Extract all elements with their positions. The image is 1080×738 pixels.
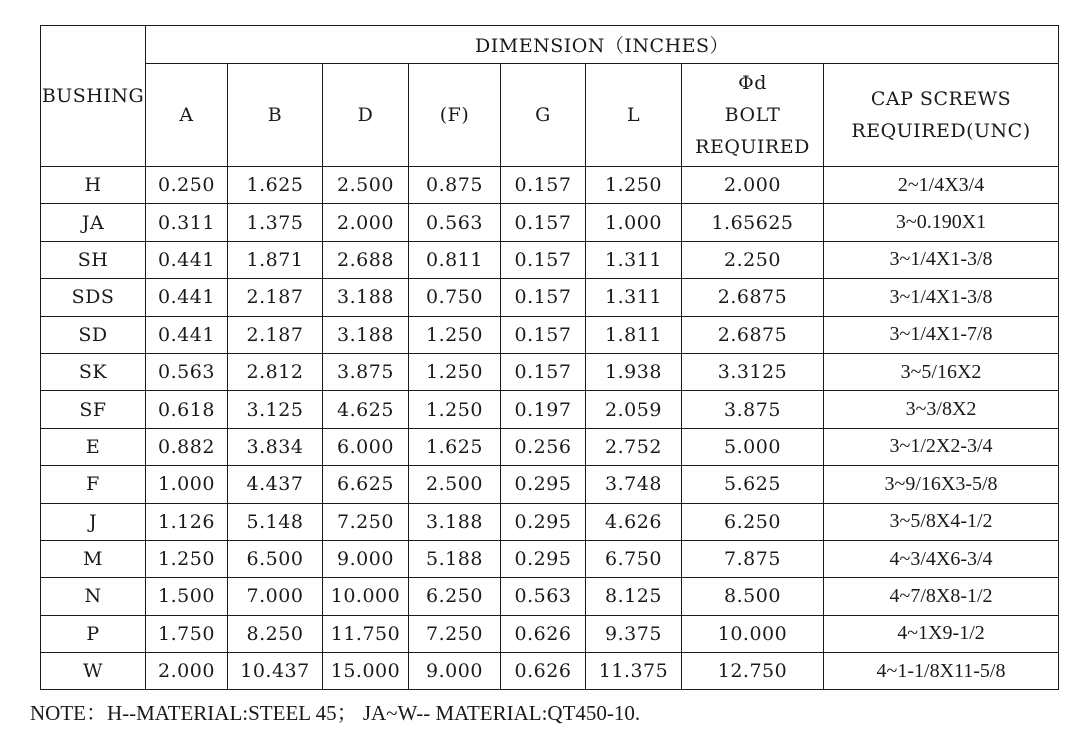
cell-a: 1.126 xyxy=(146,503,228,540)
cell-g: 0.626 xyxy=(501,653,586,690)
cell-a: 2.000 xyxy=(146,653,228,690)
cell-bushing: E xyxy=(41,428,146,465)
table-row xyxy=(41,466,1059,503)
cell-cap: 3~5/8X4-1/2 xyxy=(824,503,1059,540)
cell-g: 0.295 xyxy=(501,466,586,503)
cell-d: 2.000 xyxy=(323,204,409,241)
header-cap-line-2: REQUIRED(UNC) xyxy=(851,120,1031,142)
cell-cap: 3~0.190X1 xyxy=(824,204,1059,241)
header-bolt-line-3: REQUIRED xyxy=(695,136,810,158)
cell-d: 6.625 xyxy=(323,466,409,503)
cell-f: 0.563 xyxy=(409,204,501,241)
cell-a: 0.441 xyxy=(146,241,228,278)
cell-g: 0.157 xyxy=(501,316,586,353)
cell-b: 4.437 xyxy=(228,466,323,503)
cell-a: 0.882 xyxy=(146,428,228,465)
cell-g: 0.157 xyxy=(501,279,586,316)
cell-d: 3.188 xyxy=(323,316,409,353)
cell-g: 0.295 xyxy=(501,540,586,577)
cell-bolt: 3.875 xyxy=(682,391,824,428)
cell-bolt: 2.6875 xyxy=(682,316,824,353)
cell-bushing: SF xyxy=(41,391,146,428)
cell-bolt: 6.250 xyxy=(682,503,824,540)
cell-f: 1.250 xyxy=(409,316,501,353)
cell-g: 0.197 xyxy=(501,391,586,428)
cell-g: 0.256 xyxy=(501,428,586,465)
table-row xyxy=(41,578,1059,615)
cell-cap: 3~1/4X1-3/8 xyxy=(824,279,1059,316)
cell-l: 2.059 xyxy=(586,391,682,428)
cell-bolt: 5.000 xyxy=(682,428,824,465)
cell-l: 6.750 xyxy=(586,540,682,577)
cell-b: 2.187 xyxy=(228,316,323,353)
header-l: L xyxy=(586,64,682,167)
cell-bushing: SD xyxy=(41,316,146,353)
cell-l: 3.748 xyxy=(586,466,682,503)
cell-g: 0.157 xyxy=(501,204,586,241)
cell-a: 1.250 xyxy=(146,540,228,577)
cell-f: 7.250 xyxy=(409,615,501,652)
cell-f: 6.250 xyxy=(409,578,501,615)
cell-d: 2.688 xyxy=(323,241,409,278)
cell-d: 3.188 xyxy=(323,279,409,316)
header-bolt-line-1: Φd xyxy=(738,72,767,94)
cell-d: 9.000 xyxy=(323,540,409,577)
cell-a: 0.441 xyxy=(146,279,228,316)
cell-cap: 3~5/16X2 xyxy=(824,353,1059,390)
header-a: A xyxy=(146,64,228,167)
cell-g: 0.157 xyxy=(501,241,586,278)
cell-a: 0.441 xyxy=(146,316,228,353)
table-row xyxy=(41,503,1059,540)
cell-b: 1.871 xyxy=(228,241,323,278)
table-row xyxy=(41,428,1059,465)
cell-bolt: 12.750 xyxy=(682,653,824,690)
cell-g: 0.563 xyxy=(501,578,586,615)
cell-f: 0.875 xyxy=(409,167,501,204)
cell-cap: 3~3/8X2 xyxy=(824,391,1059,428)
table-row xyxy=(41,540,1059,577)
cell-d: 6.000 xyxy=(323,428,409,465)
cell-b: 3.834 xyxy=(228,428,323,465)
table-row xyxy=(41,391,1059,428)
cell-b: 7.000 xyxy=(228,578,323,615)
header-d: D xyxy=(323,64,409,167)
header-bolt-line-2: BOLT xyxy=(724,104,781,126)
cell-g: 0.626 xyxy=(501,615,586,652)
header-b: B xyxy=(228,64,323,167)
table-row xyxy=(41,353,1059,390)
cell-bolt: 2.250 xyxy=(682,241,824,278)
cell-b: 8.250 xyxy=(228,615,323,652)
cell-bolt: 10.000 xyxy=(682,615,824,652)
cell-bushing: SK xyxy=(41,353,146,390)
cell-d: 10.000 xyxy=(323,578,409,615)
cell-bushing: SH xyxy=(41,241,146,278)
table-row xyxy=(41,167,1059,204)
cell-b: 3.125 xyxy=(228,391,323,428)
cell-b: 2.812 xyxy=(228,353,323,390)
cell-bolt: 2.000 xyxy=(682,167,824,204)
cell-b: 1.375 xyxy=(228,204,323,241)
cell-b: 1.625 xyxy=(228,167,323,204)
cell-cap: 4~1X9-1/2 xyxy=(824,615,1059,652)
cell-bushing: M xyxy=(41,540,146,577)
cell-l: 1.311 xyxy=(586,279,682,316)
cell-f: 2.500 xyxy=(409,466,501,503)
cell-b: 10.437 xyxy=(228,653,323,690)
cell-bolt: 2.6875 xyxy=(682,279,824,316)
cell-a: 1.000 xyxy=(146,466,228,503)
cell-d: 15.000 xyxy=(323,653,409,690)
cell-cap: 4~3/4X6-3/4 xyxy=(824,540,1059,577)
cell-f: 0.750 xyxy=(409,279,501,316)
cell-bushing: JA xyxy=(41,204,146,241)
bushing-dimension-table xyxy=(40,25,1059,690)
cell-a: 0.618 xyxy=(146,391,228,428)
cell-l: 1.311 xyxy=(586,241,682,278)
cell-bolt: 8.500 xyxy=(682,578,824,615)
cell-bushing: F xyxy=(41,466,146,503)
cell-cap: 3~9/16X3-5/8 xyxy=(824,466,1059,503)
cell-d: 3.875 xyxy=(323,353,409,390)
cell-d: 2.500 xyxy=(323,167,409,204)
header-f: (F) xyxy=(409,64,501,167)
table-body xyxy=(41,167,1059,690)
cell-f: 5.188 xyxy=(409,540,501,577)
header-cap-screws xyxy=(824,64,1059,167)
header-dimension: DIMENSION（INCHES） xyxy=(146,26,1059,64)
cell-a: 1.500 xyxy=(146,578,228,615)
cell-cap: 4~1-1/8X11-5/8 xyxy=(824,653,1059,690)
cell-a: 1.750 xyxy=(146,615,228,652)
header-bolt-required xyxy=(682,64,824,167)
table-row xyxy=(41,241,1059,278)
table-row xyxy=(41,316,1059,353)
cell-f: 1.250 xyxy=(409,353,501,390)
cell-f: 1.625 xyxy=(409,428,501,465)
cell-bushing: N xyxy=(41,578,146,615)
cell-cap: 3~1/2X2-3/4 xyxy=(824,428,1059,465)
cell-bushing: SDS xyxy=(41,279,146,316)
cell-cap: 2~1/4X3/4 xyxy=(824,167,1059,204)
cell-bushing: W xyxy=(41,653,146,690)
cell-b: 2.187 xyxy=(228,279,323,316)
cell-bolt: 7.875 xyxy=(682,540,824,577)
cell-l: 8.125 xyxy=(586,578,682,615)
cell-g: 0.157 xyxy=(501,353,586,390)
cell-bolt: 3.3125 xyxy=(682,353,824,390)
cell-l: 9.375 xyxy=(586,615,682,652)
cell-l: 1.811 xyxy=(586,316,682,353)
cell-cap: 3~1/4X1-3/8 xyxy=(824,241,1059,278)
cell-l: 1.250 xyxy=(586,167,682,204)
header-bushing: BUSHING xyxy=(41,26,146,167)
cell-a: 0.250 xyxy=(146,167,228,204)
cell-l: 4.626 xyxy=(586,503,682,540)
cell-l: 1.938 xyxy=(586,353,682,390)
cell-f: 1.250 xyxy=(409,391,501,428)
cell-f: 0.811 xyxy=(409,241,501,278)
header-cap-line-1: CAP SCREWS xyxy=(870,88,1012,110)
table-row xyxy=(41,204,1059,241)
cell-b: 6.500 xyxy=(228,540,323,577)
cell-d: 4.625 xyxy=(323,391,409,428)
cell-l: 11.375 xyxy=(586,653,682,690)
cell-l: 2.752 xyxy=(586,428,682,465)
cell-bolt: 1.65625 xyxy=(682,204,824,241)
cell-cap: 3~1/4X1-7/8 xyxy=(824,316,1059,353)
table-row xyxy=(41,653,1059,690)
cell-b: 5.148 xyxy=(228,503,323,540)
cell-d: 7.250 xyxy=(323,503,409,540)
table-row xyxy=(41,279,1059,316)
cell-d: 11.750 xyxy=(323,615,409,652)
material-note: NOTE：H--MATERIAL:STEEL 45； JA~W-- MATERIAL:QT450-10. xyxy=(30,701,641,725)
cell-bushing: P xyxy=(41,615,146,652)
cell-f: 9.000 xyxy=(409,653,501,690)
cell-g: 0.157 xyxy=(501,167,586,204)
cell-l: 1.000 xyxy=(586,204,682,241)
cell-bolt: 5.625 xyxy=(682,466,824,503)
cell-a: 0.311 xyxy=(146,204,228,241)
cell-g: 0.295 xyxy=(501,503,586,540)
cell-a: 0.563 xyxy=(146,353,228,390)
table-row xyxy=(41,615,1059,652)
cell-f: 3.188 xyxy=(409,503,501,540)
cell-bushing: J xyxy=(41,503,146,540)
header-g: G xyxy=(501,64,586,167)
cell-bushing: H xyxy=(41,167,146,204)
cell-cap: 4~7/8X8-1/2 xyxy=(824,578,1059,615)
